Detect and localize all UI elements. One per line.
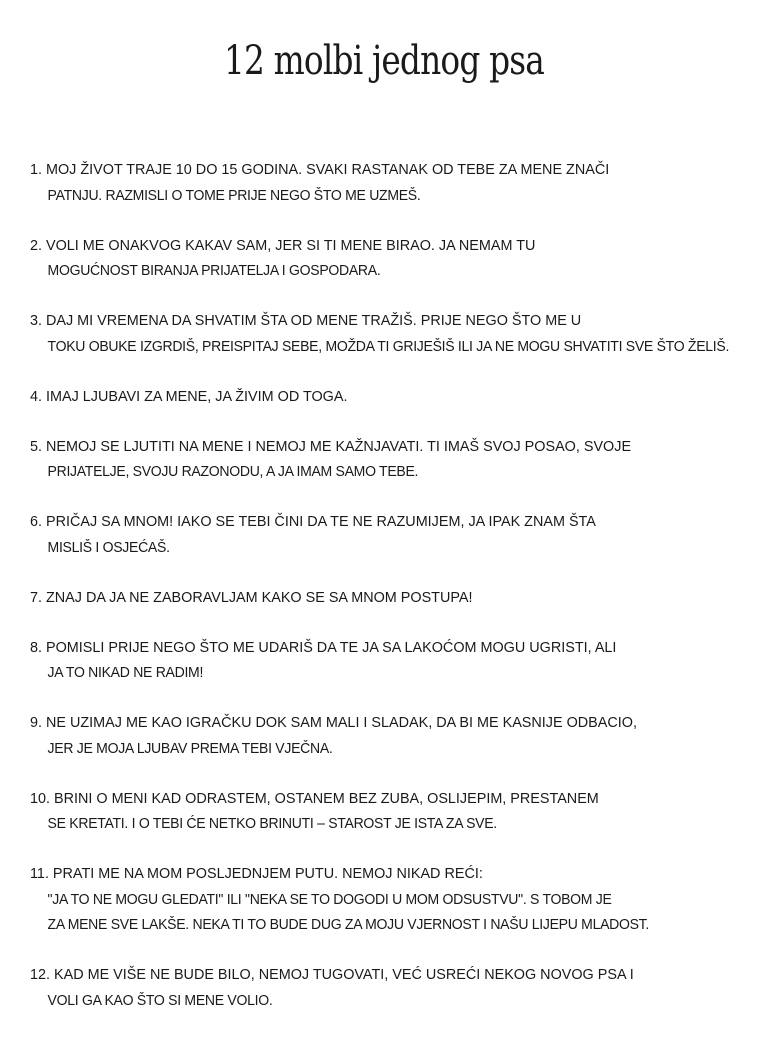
list-item-text: 4. IMAJ LJUBAVI ZA MENE, JA ŽIVIM OD TOGA. [30, 388, 348, 405]
list-item-text: 2. VOLI ME ONAKVOG KAKAV SAM, JER SI TI MENE BIRAO. JA NEMAM TU [30, 237, 536, 254]
list-item-text: 5. NEMOJ SE LJUTITI NA MENE I NEMOJ ME KAŽNJAVATI. TI IMAŠ SVOJ POSAO, SVOJE [30, 438, 632, 455]
list-item-text: 10. BRINI O MENI KAD ODRASTEM, OSTANEM BEZ ZUBA, OSLIJEPIM, PRESTANEM [30, 790, 599, 807]
list-item [30, 862, 760, 939]
list-item [30, 586, 760, 612]
list-item [30, 787, 760, 838]
list-item-continuation: MISLIŠ I OSJEĆAŠ. [47, 539, 170, 556]
list-item [30, 385, 760, 411]
list-item-continuation: PRIJATELJE, SVOJU RAZONODU, A JA IMAM SAMO TEBE. [47, 464, 419, 480]
list-item-continuation: VOLI GA KAO ŠTO SI MENE VOLIO. [47, 992, 273, 1009]
list-item-text: 11. PRATI ME NA MOM POSLJEDNJEM PUTU. NEMOJ NIKAD REĆI: [30, 866, 483, 882]
list-item [30, 435, 760, 486]
list-item [30, 158, 760, 209]
list-item [30, 711, 760, 762]
page-title: 12 molbi jednog psa [223, 38, 545, 84]
list-item [30, 963, 760, 1014]
list-item-text: 8. POMISLI PRIJE NEGO ŠTO ME UDARIŠ DA TE JA SA LAKOĆOM MOGU UGRISTI, ALI [30, 639, 617, 656]
list-item-continuation: "JA TO NE MOGU GLEDATI" ILI "NEKA SE TO DOGODI U MOM ODSUSTVU". S TOBOM JE [47, 891, 612, 908]
list-item [30, 636, 760, 687]
list-item [30, 234, 760, 285]
list-item-continuation: ZA MENE SVE LAKŠE. NEKA TI TO BUDE DUG ZA MOJU VJERNOST I NAŠU LIJEPU MLADOST. [47, 917, 650, 933]
list-item-continuation: JA TO NIKAD NE RADIM! [47, 665, 204, 681]
list-item-text: 1. MOJ ŽIVOT TRAJE 10 DO 15 GODINA. SVAKI RASTANAK OD TEBE ZA MENE ZNAČI [30, 162, 610, 178]
list-item-text: 7. ZNAJ DA JA NE ZABORAVLJAM KAKO SE SA MNOM POSTUPA! [30, 589, 473, 606]
list-item-text: 9. NE UZIMAJ ME KAO IGRAČKU DOK SAM MALI I SLADAK, DA BI ME KASNIJE ODBACIO, [30, 715, 637, 731]
list-item-continuation: PATNJU. RAZMISLI O TOME PRIJE NEGO ŠTO ME UZMEŠ. [47, 187, 421, 204]
list-item-text: 12. KAD ME VIŠE NE BUDE BILO, NEMOJ TUGOVATI, VEĆ USREĆI NEKOG NOVOG PSA I [30, 967, 634, 983]
list-item-continuation: JER JE MOJA LJUBAV PREMA TEBI VJEČNA. [47, 740, 333, 757]
request-list [30, 158, 760, 1039]
list-item-continuation: SE KRETATI. I O TEBI ĆE NETKO BRINUTI – STAROST JE ISTA ZA SVE. [47, 816, 497, 832]
list-item [30, 309, 760, 360]
list-item-continuation: MOGUĆNOST BIRANJA PRIJATELJA I GOSPODARA. [47, 263, 381, 279]
list-item-text: 3. DAJ MI VREMENA DA SHVATIM ŠTA OD MENE TRAŽIŠ. PRIJE NEGO ŠTO ME U [30, 313, 582, 329]
list-item-continuation: TOKU OBUKE IZGRDIŠ, PREISPITAJ SEBE, MOŽDA TI GRIJEŠIŠ ILI JA NE MOGU SHVATITI SVE ŠTO ŽELIŠ. [47, 338, 730, 355]
list-item-text: 6. PRIČAJ SA MNOM! IAKO SE TEBI ČINI DA TE NE RAZUMIJEM, JA IPAK ZNAM ŠTA [30, 514, 596, 530]
list-item [30, 510, 760, 561]
